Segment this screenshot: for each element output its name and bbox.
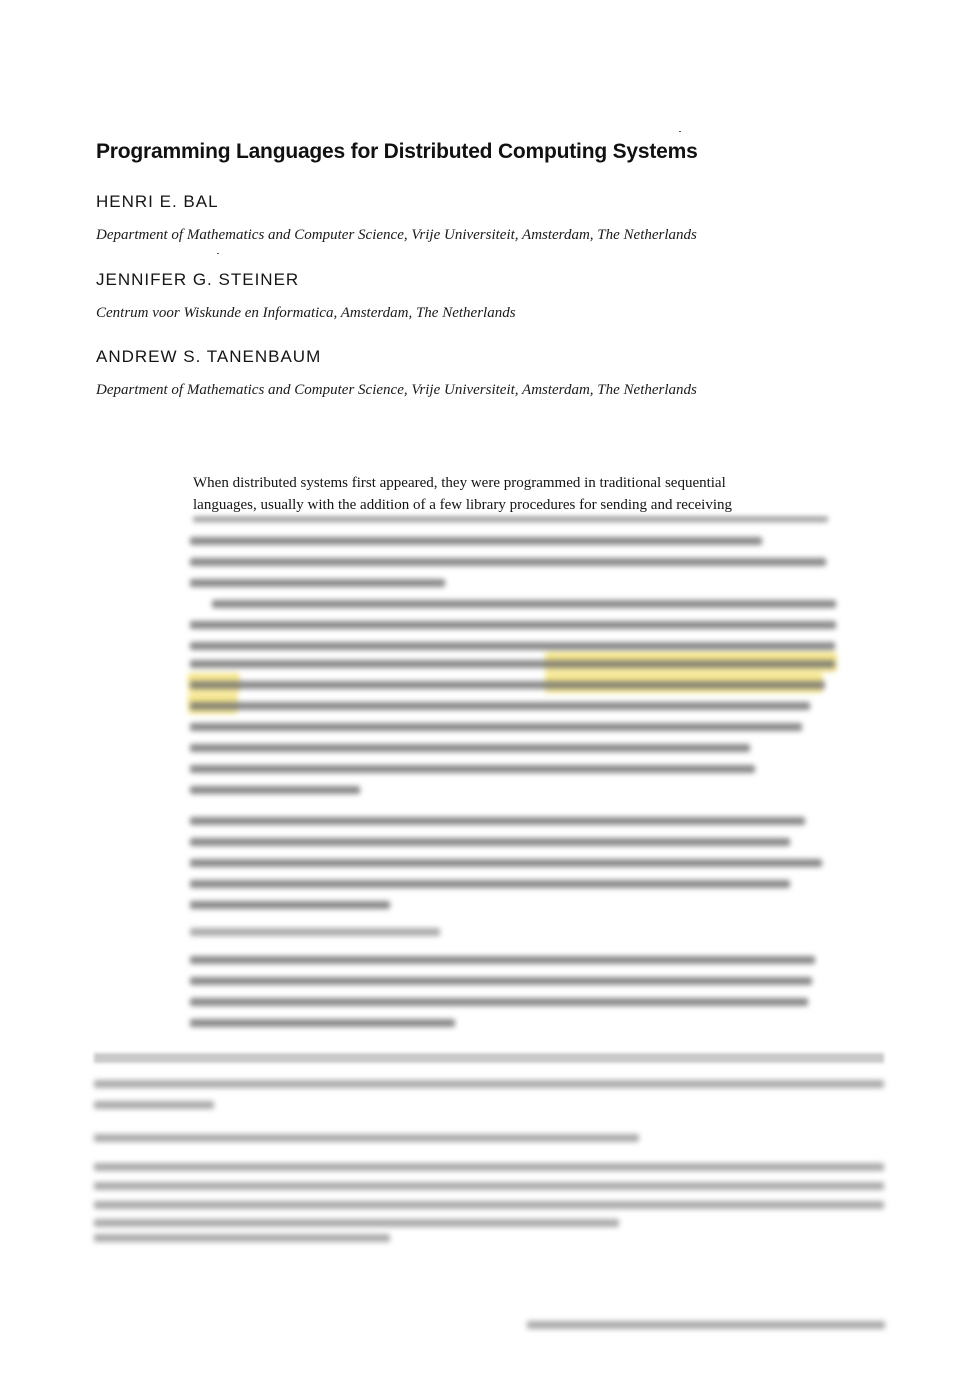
blurred-text-line [190,579,445,587]
blurred-text-line [190,660,835,668]
blurred-text-line [94,1201,884,1209]
blurred-text-line [190,765,755,773]
blurred-text-line [94,1219,619,1227]
blurred-text-line [190,621,836,629]
blur-transition [188,516,838,530]
author-name: ANDREW S. TANENBAUM [96,347,322,366]
blurred-text-line [94,1134,639,1142]
blurred-text-line [190,838,790,846]
blurred-text-line [190,977,812,985]
blurred-text-line [212,600,836,608]
paper-title: Programming Languages for Distributed Computing Systems [96,140,698,163]
blurred-text-line [94,1163,884,1171]
blurred-text-line [190,880,790,888]
blurred-text-line [190,558,826,566]
blurred-text-line [94,1234,390,1242]
blurred-text-line [190,998,808,1006]
author-name: HENRI E. BAL [96,192,219,211]
blurred-text-line [94,1080,884,1088]
blurred-text-line [190,901,390,909]
blurred-text-line [527,1321,885,1329]
author-affiliation: Department of Mathematics and Computer Science, Vrije Universiteit, Amsterdam, The Netherlands [96,227,697,243]
author-affiliation: Department of Mathematics and Computer Science, Vrije Universiteit, Amsterdam, The Netherlands [96,382,697,398]
abstract-line: languages, usually with the addition of a few library procedures for sending and receiving [193,497,732,513]
blurred-text-line [190,928,440,936]
blurred-text-line [190,702,810,710]
blurred-text-line [190,786,360,794]
blurred-text-line [190,642,835,650]
blurred-text-line [190,537,762,545]
blurred-text-line [190,681,825,689]
blurred-text-line [190,744,750,752]
blurred-text-line [190,817,805,825]
abstract-line: When distributed systems first appeared, they were programmed in traditional sequential [193,475,726,491]
blurred-text-line [190,1019,455,1027]
author-name: JENNIFER G. STEINER [96,270,300,289]
blurred-text-line [190,723,802,731]
blurred-text-line [190,956,815,964]
author-affiliation: Centrum voor Wiskunde en Informatica, Amsterdam, The Netherlands [96,305,516,321]
footnote-rule [94,1053,884,1063]
blurred-text-line [190,859,822,867]
blurred-text-line [94,1182,884,1190]
blurred-text-line [94,1101,214,1109]
